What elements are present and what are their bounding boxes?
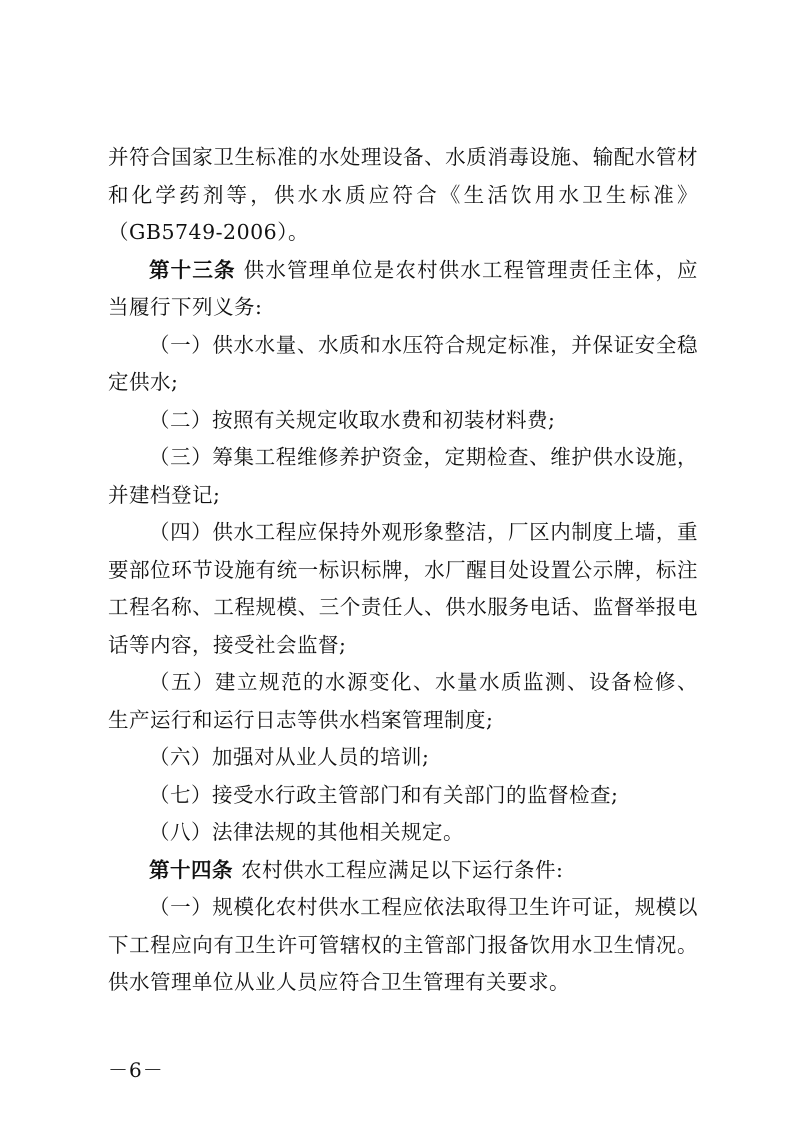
- intro-paragraph: [108, 139, 698, 252]
- article-13-item: [108, 514, 698, 664]
- article-13-item: [108, 327, 698, 402]
- page-number: －6－: [108, 1058, 164, 1082]
- article-13-item: [108, 664, 698, 739]
- article-13-item: [108, 777, 698, 815]
- article-13-item: [108, 739, 698, 777]
- article-14-item: [108, 889, 698, 1002]
- article-14-item-text: （一）规模化农村供水工程应依法取得卫生许可证，规模以下工程应向有卫生许可管辖权的主管部门报备饮用水卫生情况。供水管理单位从业人员应符合卫生管理有关要求。: [108, 895, 698, 994]
- article-13-item: [108, 439, 698, 514]
- article-13-item-text: （三）筹集工程维修养护资金，定期检查、维护供水设施，并建档登记;: [108, 445, 698, 507]
- article-13-title: 第十三条: [149, 257, 236, 282]
- article-14-title: 第十四条: [149, 857, 233, 882]
- article-13-item: [108, 814, 698, 852]
- article-13-item-text: （七）接受水行政主管部门和有关部门的监督检查;: [149, 782, 619, 807]
- article-13-item-text: （四）供水工程应保持外观形象整洁，厂区内制度上墙，重要部位环节设施有统一标识标牌，水厂醒目处设置公示牌，标注工程名称、工程规模、三个责任人、供水服务电话、监督举报电话等内容，接受社会监督;: [108, 520, 698, 657]
- article-14-text: 农村供水工程应满足以下运行条件:: [241, 857, 564, 882]
- article-13-item-text: （一）供水水量、水质和水压符合规定标准，并保证安全稳定供水;: [108, 332, 698, 394]
- article-14-paragraph: [108, 852, 698, 890]
- article-13-item: [108, 402, 698, 440]
- article-13-item-text: （五）建立规范的水源变化、水量水质监测、设备检修、 生产运行和运行日志等供水档案管理制度;: [108, 670, 698, 732]
- article-13-item-text: （二）按照有关规定收取水费和初装材料费;: [149, 407, 556, 432]
- article-13-item-text: （八）法律法规的其他相关规定。: [149, 820, 464, 844]
- intro-text: 并符合国家卫生标准的水处理设备、水质消毒设施、输配水管材和化学药剂等，供水水质应符合《生活饮用水卫生标准》（GB5749-2006）。: [108, 145, 698, 244]
- article-13-text: 供水管理单位是农村供水工程管理责任主体，应当履行下列义务:: [108, 257, 699, 319]
- article-13-paragraph: [108, 252, 698, 327]
- article-13-item-text: （六）加强对从业人员的培训;: [149, 745, 430, 769]
- document-body: [108, 139, 698, 1002]
